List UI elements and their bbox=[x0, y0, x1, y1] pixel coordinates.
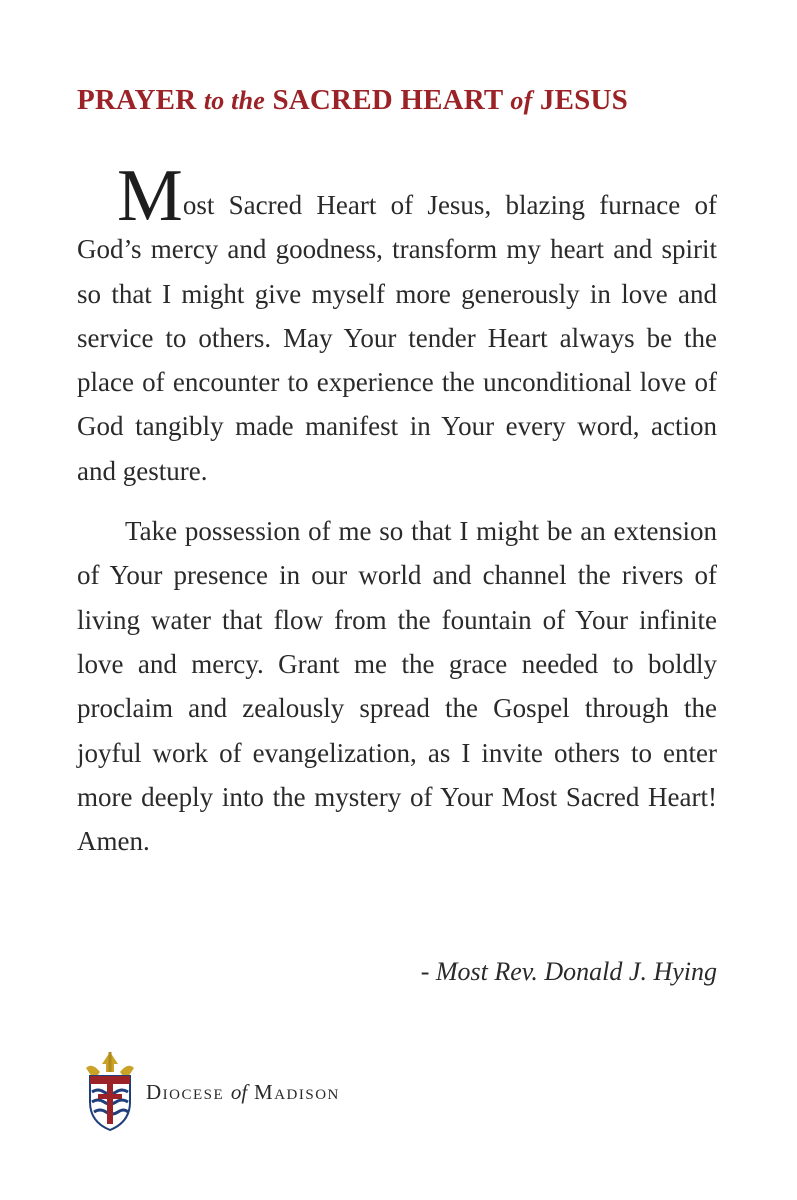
title-word-sacred-heart: SACRED HEART bbox=[272, 84, 503, 116]
prayer-paragraph-2: Take possession of me so that I might be an extension of Your presence in our world and channel the rivers of living water that flow from the fountain of Your infinite love and mercy. Grant me the grace needed to boldly proclaim and zealously spread the Gospel through the joyful work of evangelization, as I invite others to enter more deeply into the mystery of Your Most Sacred Heart! Amen. bbox=[77, 516, 717, 857]
diocese-name bbox=[146, 1080, 340, 1105]
paragraph-1-text: ost Sacred Heart of Jesus, blazing furnace of God’s mercy and goodness, transform my heart and spirit so that I might give myself more generously in love and service to others. May Your tender Heart always be the place of encounter to experience the unconditional love of God tangibly made manifest in Your every word, action and gesture. bbox=[77, 190, 717, 486]
prayer-body bbox=[77, 155, 717, 863]
diocese-word-diocese: Diocese bbox=[146, 1080, 225, 1104]
title-word-prayer: PRAYER bbox=[77, 84, 197, 116]
drop-cap: M bbox=[117, 155, 183, 237]
author-attribution: - Most Rev. Donald J. Hying bbox=[420, 957, 717, 986]
title-connector-to-the: to the bbox=[203, 86, 265, 115]
diocese-word-madison: Madison bbox=[254, 1080, 340, 1104]
title-connector-of: of bbox=[510, 86, 533, 115]
diocese-crest-icon bbox=[80, 1050, 140, 1132]
prayer-paragraph-1 bbox=[77, 155, 717, 493]
title-word-jesus: JESUS bbox=[539, 84, 628, 116]
diocese-word-of: of bbox=[230, 1080, 248, 1104]
page-title bbox=[77, 84, 737, 117]
